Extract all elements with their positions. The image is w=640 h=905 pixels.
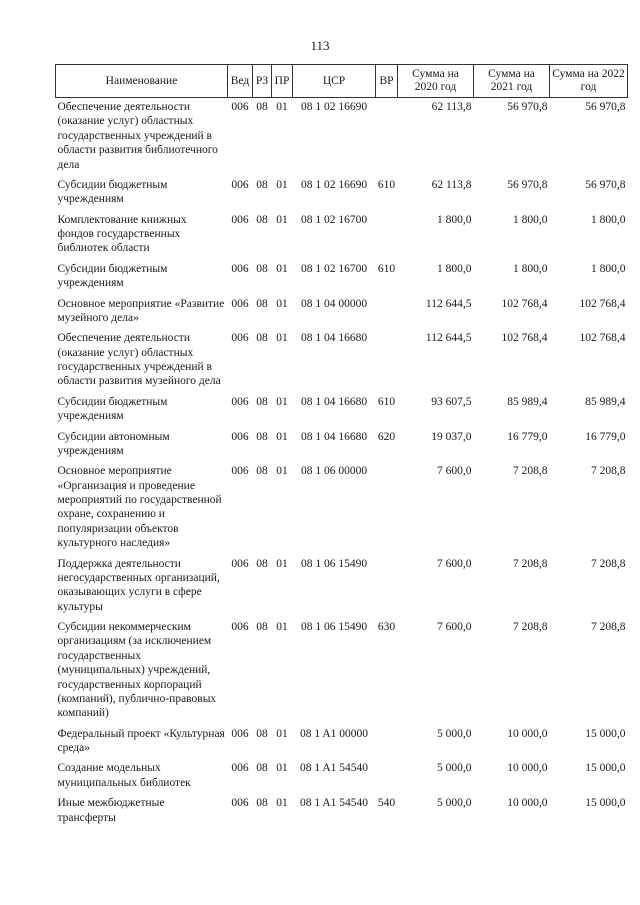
row-sum-2022: 15 000,0 [585, 762, 626, 775]
row-rz: 08 [256, 557, 268, 570]
row-rz: 08 [256, 178, 268, 191]
table-row [56, 618, 628, 725]
row-vr: 630 [377, 621, 396, 633]
row-csr: 08 1 06 15490 [300, 557, 368, 570]
row-sum-2020: 19 037,0 [431, 430, 472, 443]
row-sum-2020: 93 607,5 [431, 395, 472, 408]
header-name: Наименование [56, 65, 228, 98]
row-ved: 006 [231, 395, 249, 408]
row-pr: 01 [276, 557, 288, 570]
row-pr: 01 [276, 178, 288, 191]
row-sum-2020: 62 113,8 [431, 101, 472, 113]
row-csr: 08 1 06 15490 [300, 621, 368, 633]
row-vr [376, 295, 398, 330]
row-pr: 01 [276, 762, 288, 775]
row-vr: 620 [377, 430, 396, 443]
row-sum-2020: 5 000,0 [437, 727, 472, 740]
row-vr [376, 211, 398, 260]
row-ved: 006 [231, 262, 249, 275]
row-ved: 006 [231, 332, 249, 345]
header-csr: ЦСР [293, 65, 376, 98]
row-sum-2022: 7 208,8 [591, 557, 626, 570]
row-csr: 08 1 02 16690 [300, 178, 368, 191]
row-rz: 08 [256, 395, 268, 408]
row-pr: 01 [276, 727, 288, 740]
table-row [56, 759, 628, 794]
row-sum-2021: 7 208,8 [513, 465, 548, 478]
budget-table [55, 64, 628, 829]
row-sum-2021: 16 779,0 [507, 430, 548, 443]
row-ved: 006 [231, 213, 249, 226]
row-name: Иные межбюджетные трансферты [57, 797, 165, 824]
row-pr: 01 [276, 395, 288, 408]
row-csr: 08 1 06 00000 [300, 465, 368, 478]
row-vr [376, 725, 398, 760]
header-ved: Вед [228, 65, 253, 98]
row-ved: 006 [231, 727, 249, 740]
row-sum-2020: 5 000,0 [437, 797, 472, 810]
row-sum-2021: 10 000,0 [507, 762, 548, 775]
row-vr [376, 462, 398, 554]
header-vr: ВР [376, 65, 398, 98]
row-sum-2020: 62 113,8 [431, 178, 472, 191]
row-sum-2021: 7 208,8 [513, 557, 548, 570]
row-name: Обеспечение деятельности (оказание услуг) областных государственных учреждений в области развития библиотечного дела [57, 101, 218, 171]
row-name: Создание модельных муниципальных библиотек [57, 762, 191, 789]
table-body [56, 98, 628, 829]
row-sum-2020: 112 644,5 [425, 332, 472, 345]
row-vr: 610 [377, 262, 396, 275]
row-name: Субсидии бюджетным учреждениям [57, 178, 168, 206]
row-sum-2022: 102 768,4 [579, 297, 626, 310]
row-rz: 08 [256, 727, 268, 740]
row-csr: 08 1 04 16680 [300, 332, 368, 345]
row-vr: 610 [377, 395, 396, 408]
row-sum-2020: 1 800,0 [437, 213, 472, 226]
row-pr: 01 [276, 430, 288, 443]
row-rz: 08 [256, 332, 268, 345]
row-name: Обеспечение деятельности (оказание услуг) областных государственных учреждений в области развития музейного дела [57, 332, 221, 388]
row-sum-2022: 16 779,0 [585, 430, 626, 443]
row-pr: 01 [276, 621, 288, 633]
row-sum-2021: 56 970,8 [507, 101, 548, 113]
row-sum-2021: 10 000,0 [507, 727, 548, 740]
row-sum-2022: 7 208,8 [591, 465, 626, 478]
row-pr: 01 [276, 465, 288, 478]
row-name: Комплектование книжных фондов государственных библиотек области [57, 213, 187, 255]
header-pr: ПР [272, 65, 293, 98]
row-sum-2022: 1 800,0 [591, 262, 626, 275]
row-rz: 08 [256, 262, 268, 275]
table-row [56, 260, 628, 295]
row-csr: 08 1 A1 54540 [299, 762, 369, 775]
row-sum-2022: 15 000,0 [585, 727, 626, 740]
row-rz: 08 [256, 297, 268, 310]
row-csr: 08 1 A1 54540 [299, 797, 369, 810]
row-name: Основное мероприятие «Организация и проведение мероприятий по государственной охране, сохранению и популяризации объектов культурного наследия» [57, 465, 222, 550]
table-row [56, 428, 628, 463]
table-row [56, 176, 628, 211]
header-sum-2020: Сумма на 2020 год [398, 65, 474, 98]
page-number: 113 [310, 38, 330, 53]
row-csr: 08 1 02 16690 [300, 101, 368, 113]
row-name: Основное мероприятие «Развитие музейного дела» [57, 297, 225, 324]
table-row [56, 393, 628, 428]
table-row [56, 725, 628, 760]
row-vr [376, 759, 398, 794]
row-name: Федеральный проект «Культурная среда» [57, 727, 225, 754]
row-ved: 006 [231, 101, 249, 113]
row-csr: 08 1 A1 00000 [299, 727, 369, 740]
row-rz: 08 [256, 101, 268, 113]
row-name: Поддержка деятельности негосударственных организаций, оказывающих услуги в сфере культуры [57, 557, 220, 613]
row-ved: 006 [231, 430, 249, 443]
row-ved: 006 [231, 797, 249, 810]
header-sum-2022: Сумма на 2022 год [550, 65, 628, 98]
row-csr: 08 1 04 16680 [300, 395, 368, 408]
row-sum-2021: 10 000,0 [507, 797, 548, 810]
header-sum-2021: Сумма на 2021 год [474, 65, 550, 98]
row-ved: 006 [231, 557, 249, 570]
row-ved: 006 [231, 297, 249, 310]
row-sum-2021: 7 208,8 [513, 621, 548, 633]
row-rz: 08 [256, 797, 268, 810]
row-sum-2022: 15 000,0 [585, 797, 626, 810]
row-sum-2020: 7 600,0 [437, 557, 472, 570]
table-row [56, 295, 628, 330]
row-sum-2020: 112 644,5 [425, 297, 472, 310]
row-ved: 006 [231, 762, 249, 775]
row-name: Субсидии бюджетным учреждениям [57, 262, 168, 290]
row-ved: 006 [231, 621, 249, 633]
row-sum-2022: 7 208,8 [591, 621, 626, 633]
row-sum-2020: 1 800,0 [437, 262, 472, 275]
row-sum-2021: 1 800,0 [513, 262, 548, 275]
row-vr: 610 [377, 178, 396, 191]
row-rz: 08 [256, 621, 268, 633]
row-ved: 006 [231, 465, 249, 478]
row-pr: 01 [276, 297, 288, 310]
row-vr [376, 329, 398, 393]
row-pr: 01 [276, 332, 288, 345]
table-row [56, 211, 628, 260]
row-pr: 01 [276, 797, 288, 810]
table-row [56, 98, 628, 176]
row-rz: 08 [256, 213, 268, 226]
row-sum-2021: 56 970,8 [507, 178, 548, 191]
row-vr [376, 98, 398, 176]
row-rz: 08 [256, 430, 268, 443]
row-csr: 08 1 02 16700 [300, 262, 368, 275]
row-sum-2022: 85 989,4 [585, 395, 626, 408]
row-pr: 01 [276, 213, 288, 226]
row-sum-2022: 102 768,4 [579, 332, 626, 345]
row-pr: 01 [276, 101, 288, 113]
row-sum-2022: 56 970,8 [585, 178, 626, 191]
row-sum-2022: 56 970,8 [585, 101, 626, 113]
row-sum-2021: 102 768,4 [501, 297, 548, 310]
table-row [56, 555, 628, 619]
row-rz: 08 [256, 465, 268, 478]
row-vr [376, 555, 398, 619]
table-row [56, 462, 628, 554]
row-name: Субсидии некоммерческим организациям (за исключением государственных (муниципальных) учреждений, государственных корпораций (компаний), публично-правовых компаний) [57, 621, 217, 720]
row-name: Субсидии бюджетным учреждениям [57, 395, 168, 423]
table-row [56, 794, 628, 829]
header-rz: РЗ [253, 65, 272, 98]
row-vr: 540 [377, 797, 396, 810]
table-header-row [56, 65, 628, 98]
row-pr: 01 [276, 262, 288, 275]
row-sum-2020: 7 600,0 [437, 465, 472, 478]
row-csr: 08 1 04 00000 [300, 297, 368, 310]
row-csr: 08 1 04 16680 [300, 430, 368, 443]
row-sum-2021: 102 768,4 [501, 332, 548, 345]
row-sum-2021: 85 989,4 [507, 395, 548, 408]
row-sum-2020: 5 000,0 [437, 762, 472, 775]
row-name: Субсидии автономным учреждениям [57, 430, 170, 457]
row-sum-2020: 7 600,0 [437, 621, 472, 633]
row-ved: 006 [231, 178, 249, 191]
row-rz: 08 [256, 762, 268, 775]
table-row [56, 329, 628, 393]
row-sum-2022: 1 800,0 [591, 213, 626, 226]
row-sum-2021: 1 800,0 [513, 213, 548, 226]
row-csr: 08 1 02 16700 [300, 213, 368, 226]
